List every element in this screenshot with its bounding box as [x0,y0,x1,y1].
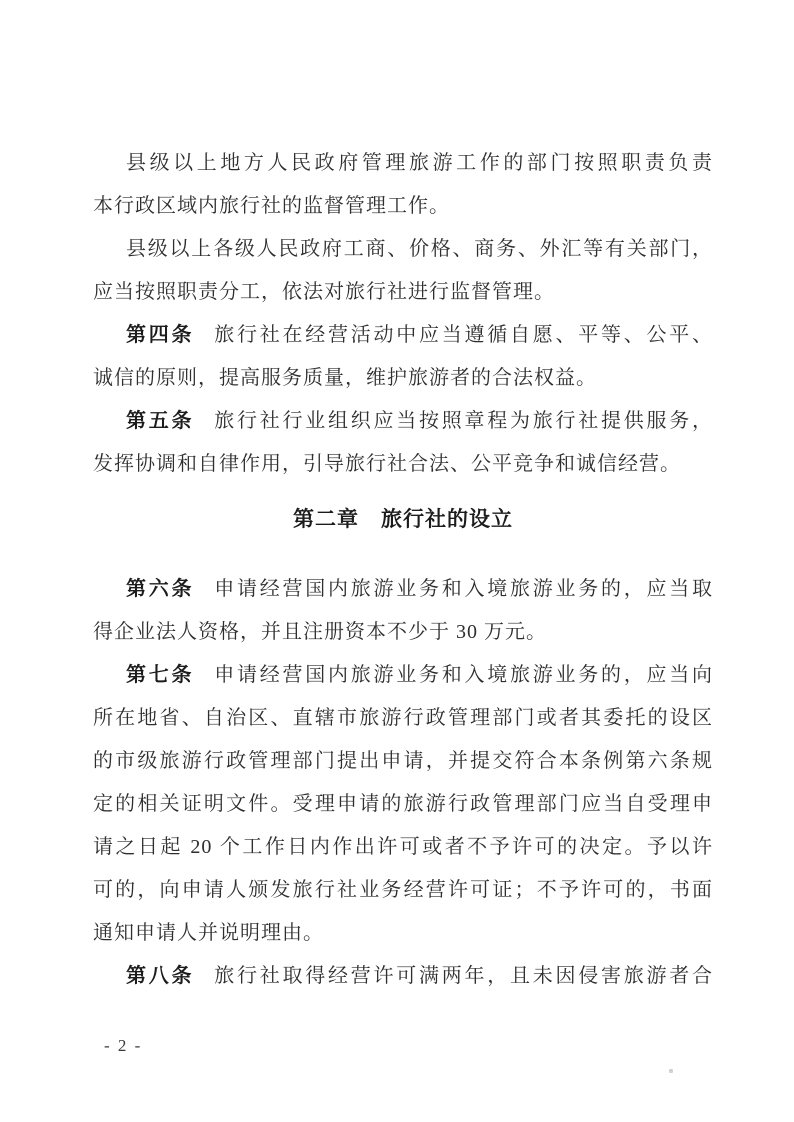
text-line [93,869,713,912]
text-line [93,142,713,185]
text-line [93,955,713,998]
text-line [93,654,713,697]
article-paragraph [93,568,713,654]
article-paragraph [93,654,713,955]
line-text: 县级以上地方人民政府管理旅游工作的部门按照职责负责 [126,152,713,174]
text-line [93,314,713,357]
article-number: 第八条 [126,965,195,987]
line-text: 定的相关证明文件。受理申请的旅游行政管理部门应当自受理申 [93,793,713,815]
line-text: 诚信的原则，提高服务质量，维护旅游者的合法权益。 [93,367,597,389]
text-line [93,740,713,783]
line-text: 所在地省、自治区、直辖市旅游行政管理部门或者其委托的设区 [93,707,713,729]
body-paragraph [93,228,713,314]
text-line [93,611,713,654]
line-text: 通知申请人并说明理由。 [93,922,324,944]
page-number: - 2 - [104,1036,143,1055]
line-text: 申请经营国内旅游业务和入境旅游业务的，应当向 [214,664,713,686]
scan-speck-decoration [669,1069,673,1073]
body-paragraph [93,142,713,228]
text-line [93,697,713,740]
article-paragraph [93,400,713,486]
line-text: 的市级旅游行政管理部门提出申请，并提交符合本条例第六条规 [93,750,713,772]
article-paragraph [93,314,713,400]
line-text: 应当按照职责分工，依法对旅行社进行监督管理。 [93,281,555,303]
document-body [93,142,713,998]
text-line [93,783,713,826]
article-number: 第五条 [126,410,195,432]
text-line [93,185,713,228]
article-paragraph [93,955,713,998]
article-number: 第四条 [126,324,195,346]
text-line [93,228,713,271]
line-text: 申请经营国内旅游业务和入境旅游业务的，应当取 [214,578,713,600]
text-line [93,271,713,314]
line-text: 可的，向申请人颁发旅行社业务经营许可证；不予许可的，书面 [93,879,713,901]
line-text: 得企业法人资格，并且注册资本不少于 30 万元。 [93,621,547,643]
text-line [93,443,713,486]
line-text: 请之日起 20 个工作日内作出许可或者不予许可的决定。予以许 [93,836,713,858]
article-number: 第六条 [126,578,195,600]
line-text: 旅行社行业组织应当按照章程为旅行社提供服务， [214,410,713,432]
line-text: 旅行社取得经营许可满两年，且未因侵害旅游者合 [214,965,713,987]
line-text: 本行政区域内旅行社的监督管理工作。 [93,195,450,217]
article-number: 第七条 [126,664,195,686]
text-line [93,400,713,443]
text-line [93,568,713,611]
text-line [93,912,713,955]
line-text: 旅行社在经营活动中应当遵循自愿、平等、公平、 [214,324,713,346]
line-text: 发挥协调和自律作用，引导旅行社合法、公平竞争和诚信经营。 [93,453,681,475]
chapter-heading: 第二章 旅行社的设立 [293,507,513,531]
line-text: 县级以上各级人民政府工商、价格、商务、外汇等有关部门， [126,238,713,260]
text-line [93,357,713,400]
text-line [93,826,713,869]
